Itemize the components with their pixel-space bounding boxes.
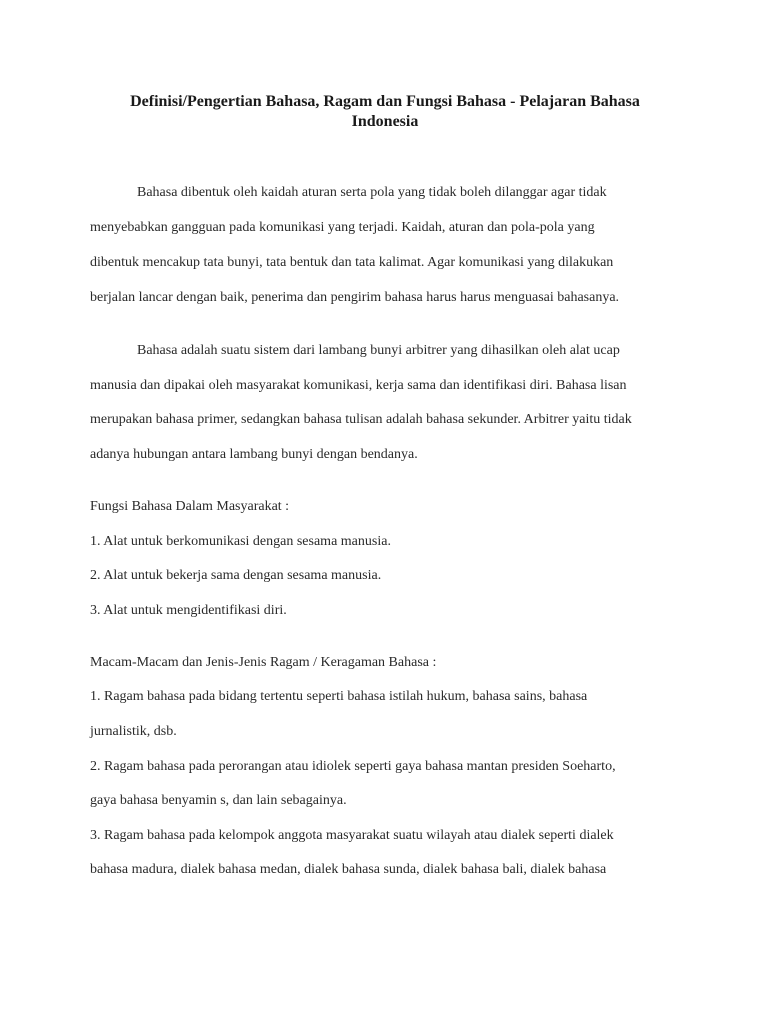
ragam-heading: Macam-Macam dan Jenis-Jenis Ragam / Keragaman Bahasa : (90, 655, 437, 670)
fungsi-item-2: 2. Alat untuk bekerja sama dengan sesama manusia. (90, 568, 382, 583)
paragraph-1-line-1: Bahasa dibentuk oleh kaidah aturan serta pola yang tidak boleh dilanggar agar tidak (137, 185, 607, 200)
ragam-line-5: 3. Ragam bahasa pada kelompok anggota masyarakat suatu wilayah atau dialek seperti dialek (90, 828, 614, 843)
paragraph-2-line-4: adanya hubungan antara lambang bunyi dengan bendanya. (90, 447, 418, 462)
fungsi-item-3: 3. Alat untuk mengidentifikasi diri. (90, 603, 287, 618)
paragraph-2-line-3: merupakan bahasa primer, sedangkan bahasa tulisan adalah bahasa sekunder. Arbitrer yaitu tidak (90, 412, 632, 427)
ragam-line-3: 2. Ragam bahasa pada perorangan atau idiolek seperti gaya bahasa mantan presiden Soeharto, (90, 759, 616, 774)
ragam-line-2: jurnalistik, dsb. (90, 724, 177, 739)
title-line-1: Definisi/Pengertian Bahasa, Ragam dan Fungsi Bahasa - Pelajaran Bahasa (130, 93, 640, 110)
fungsi-item-1: 1. Alat untuk berkomunikasi dengan sesama manusia. (90, 534, 391, 549)
fungsi-heading: Fungsi Bahasa Dalam Masyarakat : (90, 499, 290, 514)
paragraph-1-line-3: dibentuk mencakup tata bunyi, tata bentuk dan tata kalimat. Agar komunikasi yang dilakukan (90, 255, 614, 270)
paragraph-1-line-2: menyebabkan gangguan pada komunikasi yang terjadi. Kaidah, aturan dan pola-pola yang (90, 220, 595, 235)
ragam-line-4: gaya bahasa benyamin s, dan lain sebagainya. (90, 793, 347, 808)
ragam-line-1: 1. Ragam bahasa pada bidang tertentu seperti bahasa istilah hukum, bahasa sains, bahasa (90, 689, 588, 704)
ragam-line-6: bahasa madura, dialek bahasa medan, dialek bahasa sunda, dialek bahasa bali, dialek bahasa (90, 862, 607, 877)
paragraph-2-line-2: manusia dan dipakai oleh masyarakat komunikasi, kerja sama dan identifikasi diri. Bahasa lisan (90, 378, 627, 393)
paragraph-1-line-4: berjalan lancar dengan baik, penerima dan pengirim bahasa harus harus menguasai bahasanya. (90, 290, 620, 305)
document-title (90, 92, 680, 132)
title-line-2: Indonesia (351, 113, 419, 130)
paragraph-2-line-1: Bahasa adalah suatu sistem dari lambang bunyi arbitrer yang dihasilkan oleh alat ucap (137, 343, 620, 358)
